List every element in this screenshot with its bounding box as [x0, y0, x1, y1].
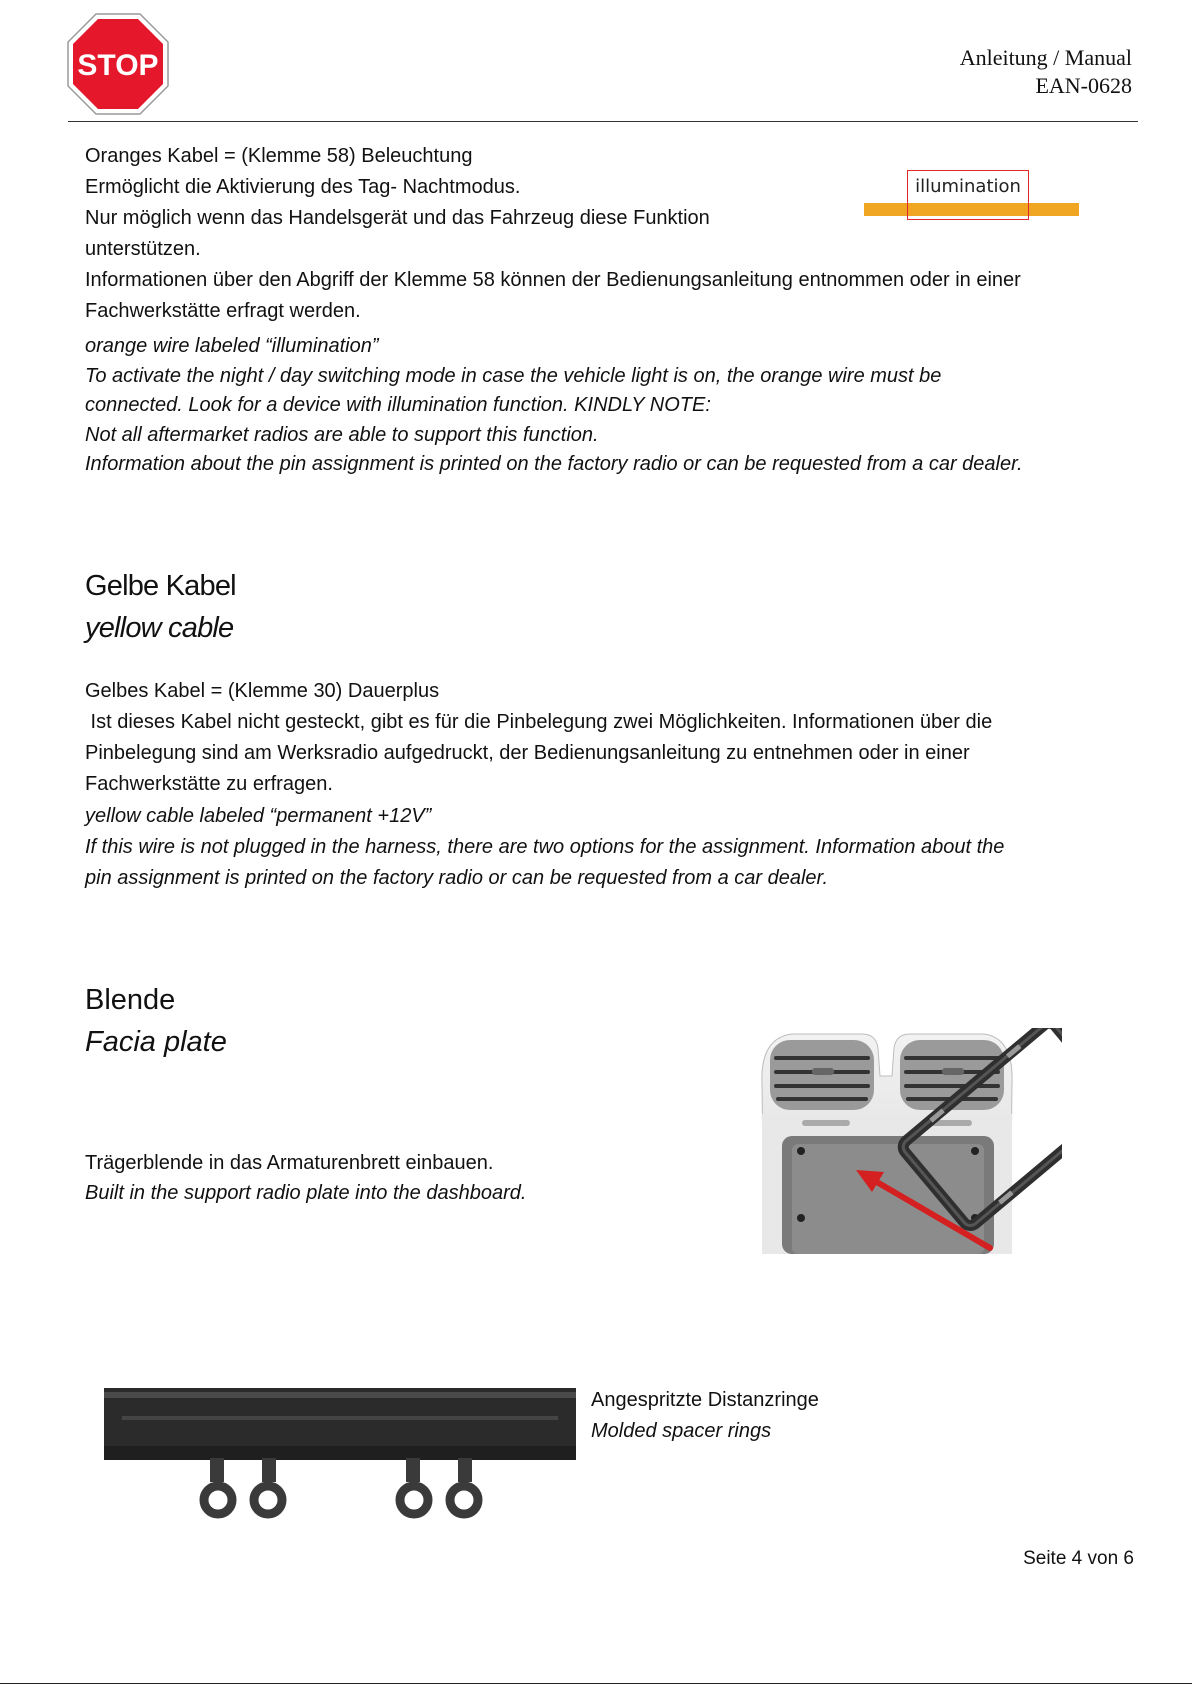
- orange-en-line: orange wire labeled “illumination”: [85, 335, 379, 357]
- orange-de-line: Oranges Kabel = (Klemme 58) Beleuchtung: [85, 145, 473, 167]
- facia-text-en: Built in the support radio plate into the dashboard.: [85, 1182, 527, 1204]
- orange-de-line: unterstützen.: [85, 238, 201, 260]
- orange-de-line: Nur möglich wenn das Handelsgerät und das Fahrzeug diese Funktion: [85, 207, 710, 229]
- svg-text:STOP: STOP: [77, 49, 159, 82]
- orange-de-line: Ermöglicht die Aktivierung des Tag- Nachtmodus.: [85, 176, 521, 198]
- illumination-wire-image: [864, 168, 1079, 224]
- yellow-cable-description: [85, 676, 1135, 800]
- orange-en-line: Information about the pin assignment is printed on the factory radio or can be requested from a car dealer.: [85, 453, 1023, 475]
- spacer-rings-illustration: [104, 1386, 576, 1526]
- document-title: Anleitung / Manual: [959, 45, 1132, 70]
- yellow-en-line: yellow cable labeled “permanent +12V”: [85, 805, 432, 827]
- yellow-de-line: Ist dieses Kabel nicht gesteckt, gibt es für die Pinbelegung zwei Möglichkeiten. Informationen über die: [85, 711, 993, 733]
- yellow-en-line: If this wire is not plugged in the harness, there are two options for the assignment. Information about the: [85, 836, 1005, 858]
- spacer-text-en: Molded spacer rings: [591, 1420, 772, 1442]
- orange-de-line: Fachwerkstätte erfragt werden.: [85, 300, 361, 322]
- facia-heading-en: Facia plate: [85, 1026, 227, 1058]
- stop-sign-logo: [66, 12, 170, 116]
- dashboard-facia-illustration: [752, 1028, 1062, 1348]
- facia-text-de: Trägerblende in das Armaturenbrett einbauen.: [85, 1152, 494, 1174]
- orange-en-line: connected. Look for a device with illumination function. KINDLY NOTE:: [85, 394, 711, 416]
- spacer-text-de: Angespritzte Distanzringe: [591, 1389, 819, 1411]
- orange-wire-english: [85, 332, 1135, 480]
- page-number: Seite 4 von 6: [1023, 1548, 1134, 1569]
- yellow-en-line: pin assignment is printed on the factory radio or can be requested from a car dealer.: [85, 867, 828, 889]
- header-info: [960, 44, 1132, 100]
- yellow-cable-english: [85, 801, 1135, 894]
- orange-en-line: Not all aftermarket radios are able to support this function.: [85, 423, 599, 446]
- yellow-de-line: Pinbelegung sind am Werksradio aufgedruckt, der Bedienungsanleitung zu entnehmen oder in einer: [85, 742, 970, 764]
- yellow-de-line: Fachwerkstätte zu erfragen.: [85, 773, 333, 795]
- facia-heading-de: Blende: [85, 984, 176, 1016]
- orange-de-line: Informationen über den Abgriff der Klemme 58 können der Bedienungsanleitung entnommen oder in einer: [85, 269, 1021, 291]
- orange-en-line: To activate the night / day switching mode in case the vehicle light is on, the orange wire must be: [85, 364, 942, 387]
- yellow-heading-de: Gelbe Kabel: [85, 570, 236, 602]
- footer-divider: [0, 1683, 1192, 1684]
- document-code: EAN-0628: [1035, 73, 1132, 98]
- yellow-heading-en: yellow cable: [85, 612, 234, 644]
- illumination-label: illumination: [915, 176, 1021, 197]
- header-divider: [68, 121, 1138, 122]
- yellow-de-line: Gelbes Kabel = (Klemme 30) Dauerplus: [85, 680, 440, 702]
